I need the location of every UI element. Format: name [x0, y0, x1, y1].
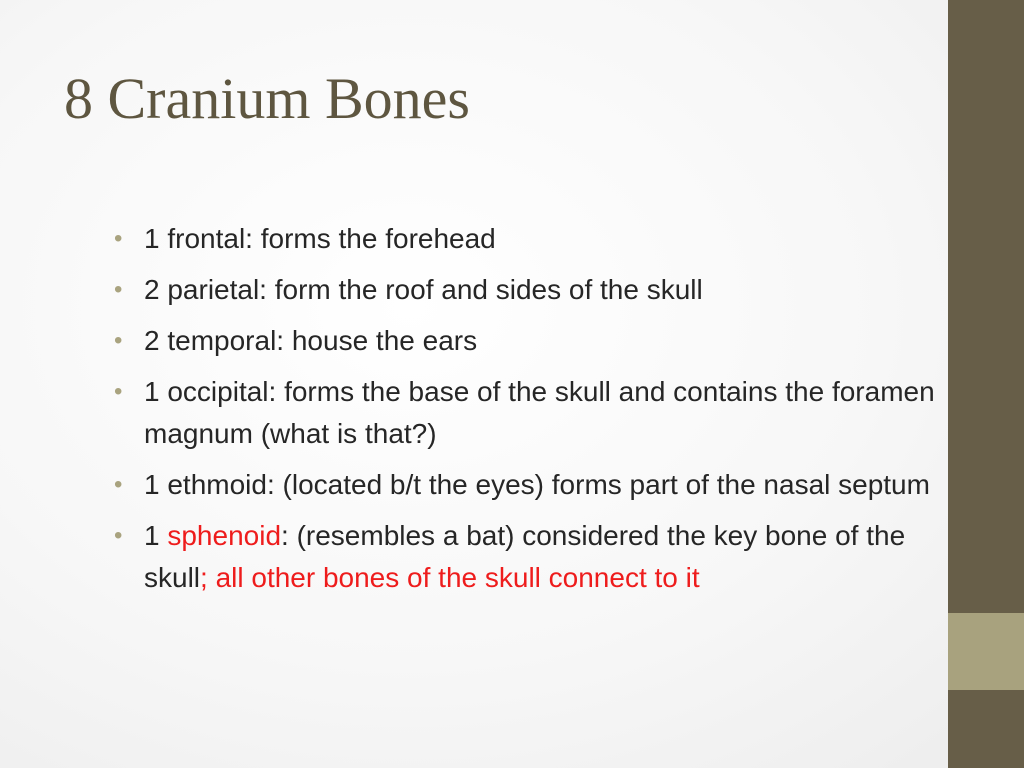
bullet-text: 1 occipital: forms the base of the skull and contains the foramen magnum (what is that?): [144, 376, 935, 449]
bullet-text-part2: : (resembles a bat) considered the key bone of the skull: [144, 520, 906, 593]
bullet-text: 2 temporal: house the ears: [144, 325, 478, 356]
bullet-highlight-sphenoid: sphenoid: [167, 520, 282, 551]
bullet-dot-icon: •: [114, 225, 123, 252]
bullet-text: 1 ethmoid: (located b/t the eyes) forms part of the nasal septum: [144, 469, 930, 500]
bullet-dot-icon: •: [114, 327, 123, 354]
bullet-text: 2 parietal: form the roof and sides of the skull: [144, 274, 703, 305]
bullet-list: [114, 218, 974, 608]
bullet-occipital: [114, 371, 974, 455]
bullet-temporal: [114, 320, 974, 362]
bullet-dot-icon: •: [114, 522, 123, 549]
bullet-parietal: [114, 269, 974, 311]
bullet-ethmoid: [114, 464, 974, 506]
bullet-frontal: [114, 218, 974, 260]
bullet-text-part1: 1: [144, 520, 168, 551]
bullet-dot-icon: •: [114, 471, 123, 498]
bullet-dot-icon: •: [114, 378, 123, 405]
sidebar-accent-decoration: [948, 613, 1024, 690]
bullet-sphenoid: [114, 515, 974, 599]
slide-title: 8 Cranium Bones: [64, 66, 470, 131]
bullet-text: 1 frontal: forms the forehead: [144, 223, 496, 254]
bullet-highlight-connect: ; all other bones of the skull connect to it: [200, 562, 700, 593]
bullet-dot-icon: •: [114, 276, 123, 303]
